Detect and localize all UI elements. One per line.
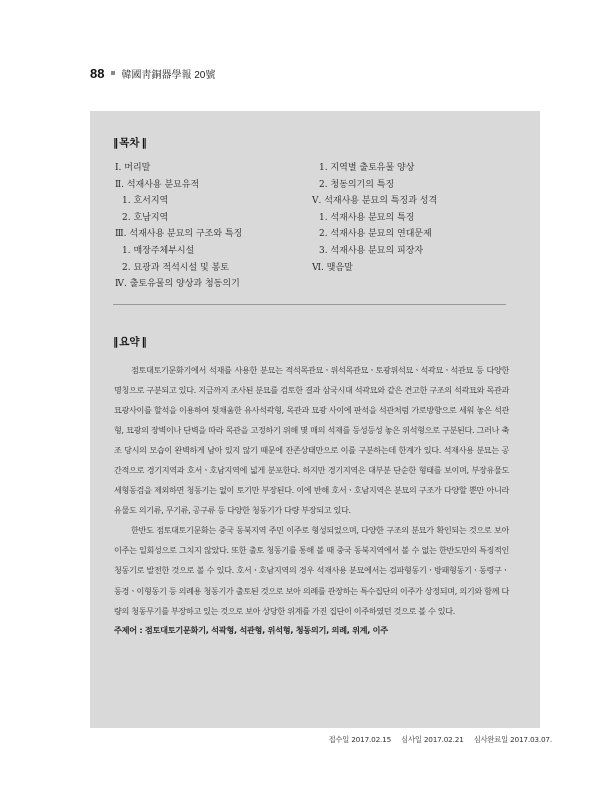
toc-item: Ⅱ. 석재사용 분묘유적 bbox=[115, 179, 200, 190]
summary-heading-label: 요약 bbox=[119, 336, 140, 348]
review-date: 심사일 2017.02.21 bbox=[401, 735, 464, 744]
page-header bbox=[90, 66, 215, 81]
header-separator bbox=[111, 71, 115, 75]
journal-title: 韓國靑銅器學報 20號 bbox=[121, 70, 216, 81]
summary-heading bbox=[113, 334, 146, 349]
review-dates bbox=[321, 735, 552, 745]
toc-item: 2. 호남지역 bbox=[122, 212, 169, 223]
page-number: 88 bbox=[90, 66, 105, 81]
summary-paragraph: 점토대토기문화기에서 석재를 사용한 분묘는 적석목관묘ㆍ위석목관묘ㆍ토광위석묘ㆍ석곽묘ㆍ석관묘 등 다양한 명칭으로 구분되고 있다. 지금까지 조사된 분묘를 검토한 결과 삼국시대 석곽묘와 같은 견고한 구조의 석곽묘와 목관과 묘광사이를 할석을 이용하여 뒷채움한 유사석곽형, 목관과 묘광 사이에 판석을 석관처럼 가로방향으로 세워 놓은 석관형, 묘광의 장벽이나 단벽을 따라 목관을 고정하기 위해 몇 매의 석재를 등성등성 놓은 위석형으로 구분된다. 그러나 축조 당시의 모습이 완벽하게 남아 있지 않기 때문에 잔존상태만으로 이를 구분하는데 한계가 있다. 석재사용 분묘는 공간적으로 경기지역과 호서ㆍ호남지역에 넓게 분포한다. 하지만 경기지역은 대부분 단순한 형태를 보이며, 부장유물도 세형동검을 제외하면 청동기는 없이 토기만 부장된다. 이에 반해 호서ㆍ호남지역은 분묘의 구조가 다양할 뿐만 아니라 유물도 의기류, 무기류, 공구류 등 다양한 청동기가 다량 부장되고 있다. bbox=[114, 365, 509, 516]
accepted-date: 심사완료일 2017.03.07. bbox=[473, 735, 552, 744]
heading-bar-icon: ‖ bbox=[141, 336, 146, 348]
toc-item: Ⅳ. 출토유물의 양상과 청동의기 bbox=[115, 279, 240, 290]
toc-left-column bbox=[115, 160, 242, 293]
heading-bar-icon: ‖ bbox=[141, 137, 146, 149]
toc-item: Ⅲ. 석재사용 분묘의 구조와 특징 bbox=[115, 229, 243, 240]
toc-item: 1. 호서지역 bbox=[122, 196, 169, 207]
summary-paragraph: 한반도 점토대토기문화는 중국 동북지역 주민 이주로 형성되었으며, 다양한 구조의 분묘가 확인되는 것으로 보아 이주는 일회성으로 그치지 않았다. 또한 출토 청동기를 통해 볼 때 중국 동북지역에서 볼 수 없는 한반도만의 특징적인 청동기로 발전한 것으로 볼 수 있다. 호서ㆍ호남지역의 경우 석재사용 분묘에서는 검파형동기ㆍ방패형동기ㆍ동령구ㆍ동경ㆍ이형동기 등 의례용 청동기가 출토된 것으로 보아 의례를 관장하는 특수집단의 이주가 상정되며, 의기와 함께 다량의 청동무기를 부장하고 있는 것으로 보아 상당한 위계를 가진 집단이 이주하였던 것으로 볼 수 있다. bbox=[114, 525, 509, 616]
section-divider bbox=[113, 304, 506, 305]
toc-item: 2. 청동의기의 특징 bbox=[319, 179, 395, 190]
heading-bar-icon: ‖ bbox=[113, 137, 118, 149]
abstract-panel bbox=[90, 111, 540, 728]
toc-item: Ⅴ. 석재사용 분묘의 특징과 성격 bbox=[312, 196, 438, 207]
toc-item: 1. 지역별 출토유물 양상 bbox=[319, 163, 415, 173]
toc-item: 3. 석재사용 분묘의 피장자 bbox=[319, 245, 424, 256]
summary-body bbox=[114, 360, 509, 621]
toc-heading-label: 목차 bbox=[119, 137, 140, 149]
toc-item: Ⅵ. 맺음말 bbox=[312, 262, 353, 273]
keywords: 주제어 : 점토대토기문화기, 석곽형, 석관형, 위석형, 청동의기, 의례, 위계, 이주 bbox=[114, 625, 388, 635]
received-date: 접수일 2017.02.15 bbox=[328, 735, 392, 744]
toc-item: Ⅰ. 머리말 bbox=[115, 163, 151, 173]
toc-heading bbox=[113, 135, 146, 150]
toc-item: 2. 석재사용 분묘의 연대문제 bbox=[319, 229, 432, 240]
toc-item: 1. 석재사용 분묘의 특징 bbox=[319, 212, 415, 223]
heading-bar-icon: ‖ bbox=[113, 336, 118, 348]
toc-item: 2. 묘광과 적석시설 및 봉토 bbox=[122, 262, 229, 273]
toc-item: 1. 매장주체부시설 bbox=[122, 245, 195, 256]
toc-right-column bbox=[312, 160, 437, 276]
